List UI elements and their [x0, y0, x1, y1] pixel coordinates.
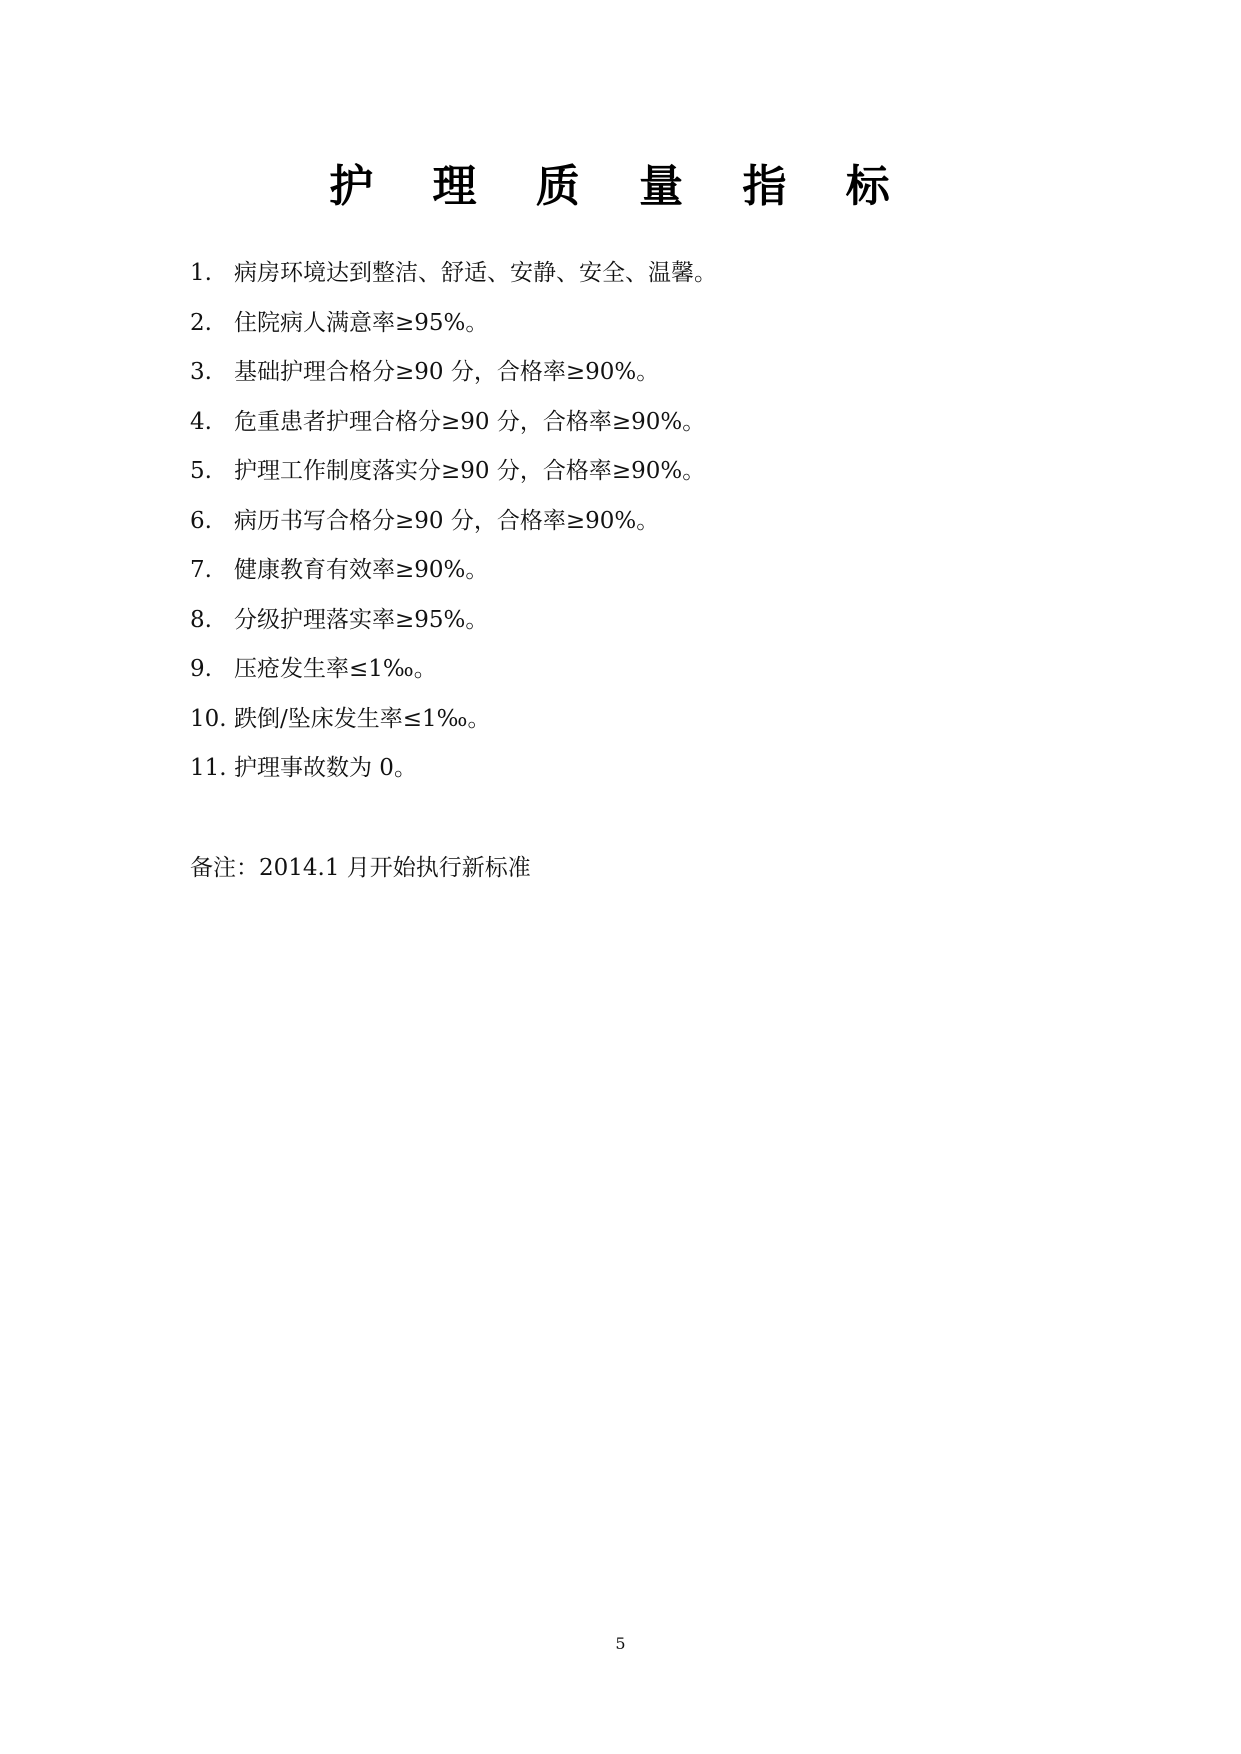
item-text: 危重患者护理合格分≥90 分，合格率≥90%。 — [234, 408, 706, 435]
list-item — [190, 506, 717, 556]
list-item — [190, 605, 717, 655]
item-number: 6. — [190, 507, 212, 534]
item-number: 2. — [190, 309, 212, 336]
list-item — [190, 407, 717, 457]
list-item — [190, 654, 717, 704]
item-text: 住院病人满意率≥95%。 — [234, 309, 489, 336]
item-text: 护理工作制度落实分≥90 分，合格率≥90%。 — [234, 458, 706, 484]
item-text: 病房环境达到整洁、舒适、安静、安全、温馨。 — [234, 260, 717, 286]
item-number: 5. — [190, 458, 212, 484]
page-number: 5 — [615, 1634, 626, 1653]
item-number: 4. — [190, 408, 212, 435]
item-text: 病历书写合格分≥90 分，合格率≥90%。 — [234, 507, 660, 534]
list-item — [190, 753, 717, 803]
page-title: 护 理 质 量 指 标 — [329, 161, 912, 212]
item-number: 11. — [190, 755, 227, 781]
list-item — [190, 357, 717, 407]
item-text: 分级护理落实率≥95%。 — [234, 606, 489, 633]
item-number: 9. — [190, 656, 212, 682]
item-text: 健康教育有效率≥90%。 — [234, 557, 489, 583]
item-number: 1. — [190, 260, 212, 286]
item-number: 10. — [190, 705, 227, 732]
list-item — [190, 308, 717, 358]
item-number: 8. — [190, 606, 212, 633]
indicator-list — [190, 258, 717, 803]
item-number: 7. — [190, 557, 212, 583]
item-text: 压疮发生率≤1‰。 — [234, 656, 437, 682]
item-text: 跌倒/坠床发生率≤1‰。 — [234, 705, 491, 732]
list-item — [190, 704, 717, 754]
list-item — [190, 456, 717, 506]
remark-note: 备注：2014.1 月开始执行新标准 — [190, 855, 531, 881]
list-item — [190, 258, 717, 308]
item-text: 护理事故数为 0。 — [234, 755, 417, 781]
item-text: 基础护理合格分≥90 分，合格率≥90%。 — [234, 359, 660, 385]
list-item — [190, 555, 717, 605]
item-number: 3. — [190, 359, 212, 385]
